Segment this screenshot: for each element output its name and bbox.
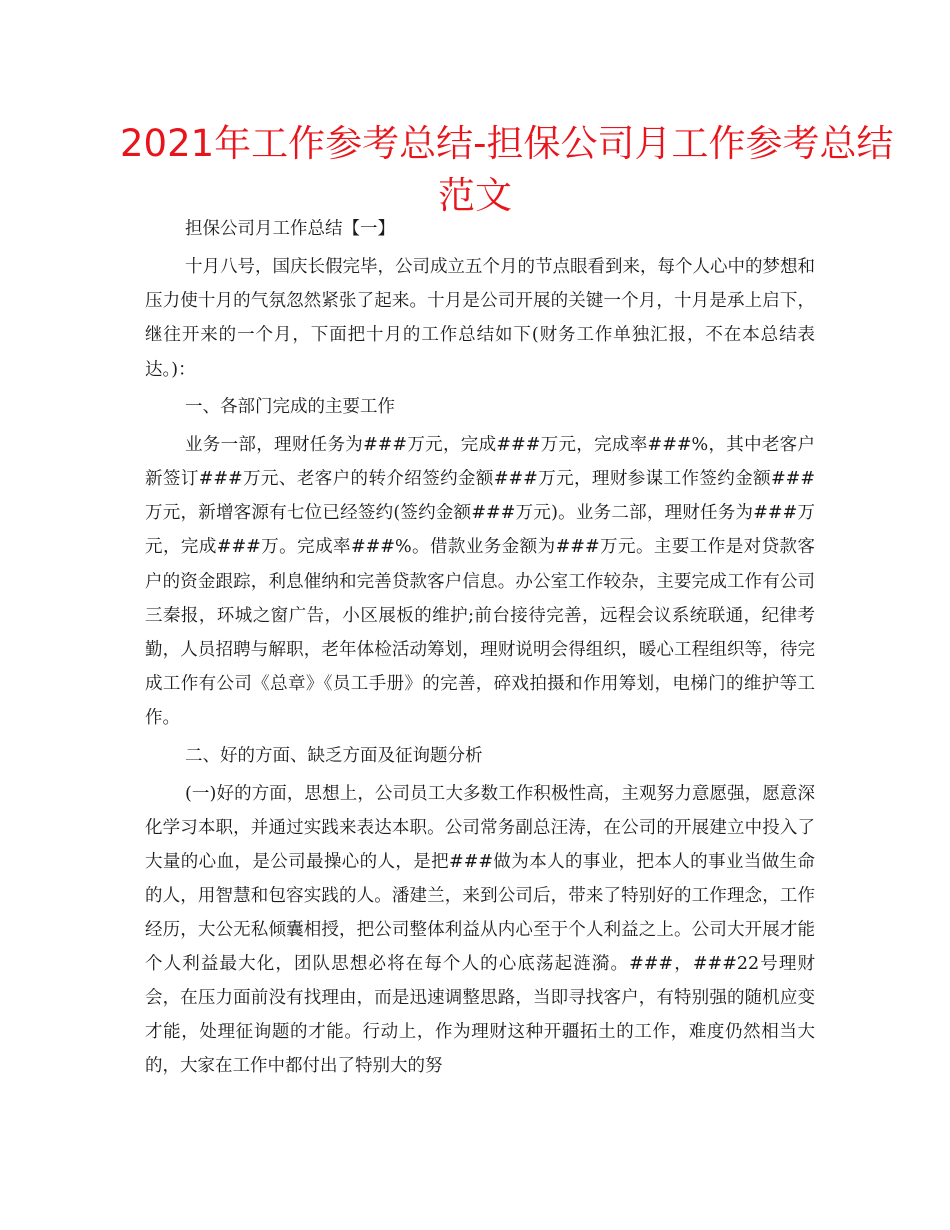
- section-label: 担保公司月工作总结【一】: [185, 219, 395, 239]
- title-line-2: 范文: [438, 174, 512, 217]
- paragraph-intro: 十月八号，国庆长假完毕，公司成立五个月的节点眼看到来，每个人心中的梦想和压力使十月的气氛忽然紧张了起来。十月是公司开展的关键一个月，十月是承上启下，继往开来的一个月，下面把十月的工作总结如下(财务工作单独汇报，不在本总结表达。)：: [145, 257, 815, 380]
- document-body: [145, 214, 815, 1088]
- title-line-1: 2021年工作参考总结-担保公司月工作参考总结: [120, 122, 894, 165]
- heading-departments: 一、各部门完成的主要工作: [185, 396, 395, 417]
- paragraph-departments: 业务一部，理财任务为###万元，完成###万元，完成率###%，其中老客户新签订###万元、老客户的转介绍签约金额###万元，理财参谋工作签约金额###万元，新增客源有七位已经签约(签约金额###万元)。业务二部，理财任务为###万元，完成###万。完成率###%。借款业务金额为###万元。主要工作是对贷款客户的资金跟踪，利息催纳和完善贷款客户信息。办公室工作较杂，主要完成工作有公司三秦报，环城之窗广告，小区展板的维护;前台接待完善，远程会议系统联通，纪律考勤，人员招聘与解职，老年体检活动筹划，理财说明会得组织，暖心工程组织等，待完成工作有公司《总章》《员工手册》的完善，碎戏拍摄和作用筹划，电梯门的维护等工作。: [145, 434, 815, 729]
- document-title: [120, 118, 894, 222]
- paragraph-analysis: (一)好的方面，思想上，公司员工大多数工作积极性高，主观努力意愿强，愿意深化学习本职，并通过实践来表达本职。公司常务副总汪涛，在公司的开展建立中投入了大量的心血，是公司最操心的人，是把###做为本人的事业，把本人的事业当做生命的人，用智慧和包容实践的人。潘建兰，来到公司后，带来了特别好的工作理念，工作经历，大公无私倾囊相授，把公司整体利益从内心至于个人利益之上。公司大开展才能个人利益最大化，团队思想必将在每个人的心底荡起涟漪。###，###22号理财会，在压力面前没有找理由，而是迅速调整思路，当即寻找客户，有特别强的随机应变才能，处理征询题的才能。行动上，作为理财这种开疆拓土的工作，难度仍然相当大的，大家在工作中都付出了特别大的努: [145, 783, 815, 1076]
- heading-analysis: 二、好的方面、缺乏方面及征询题分析: [185, 745, 483, 766]
